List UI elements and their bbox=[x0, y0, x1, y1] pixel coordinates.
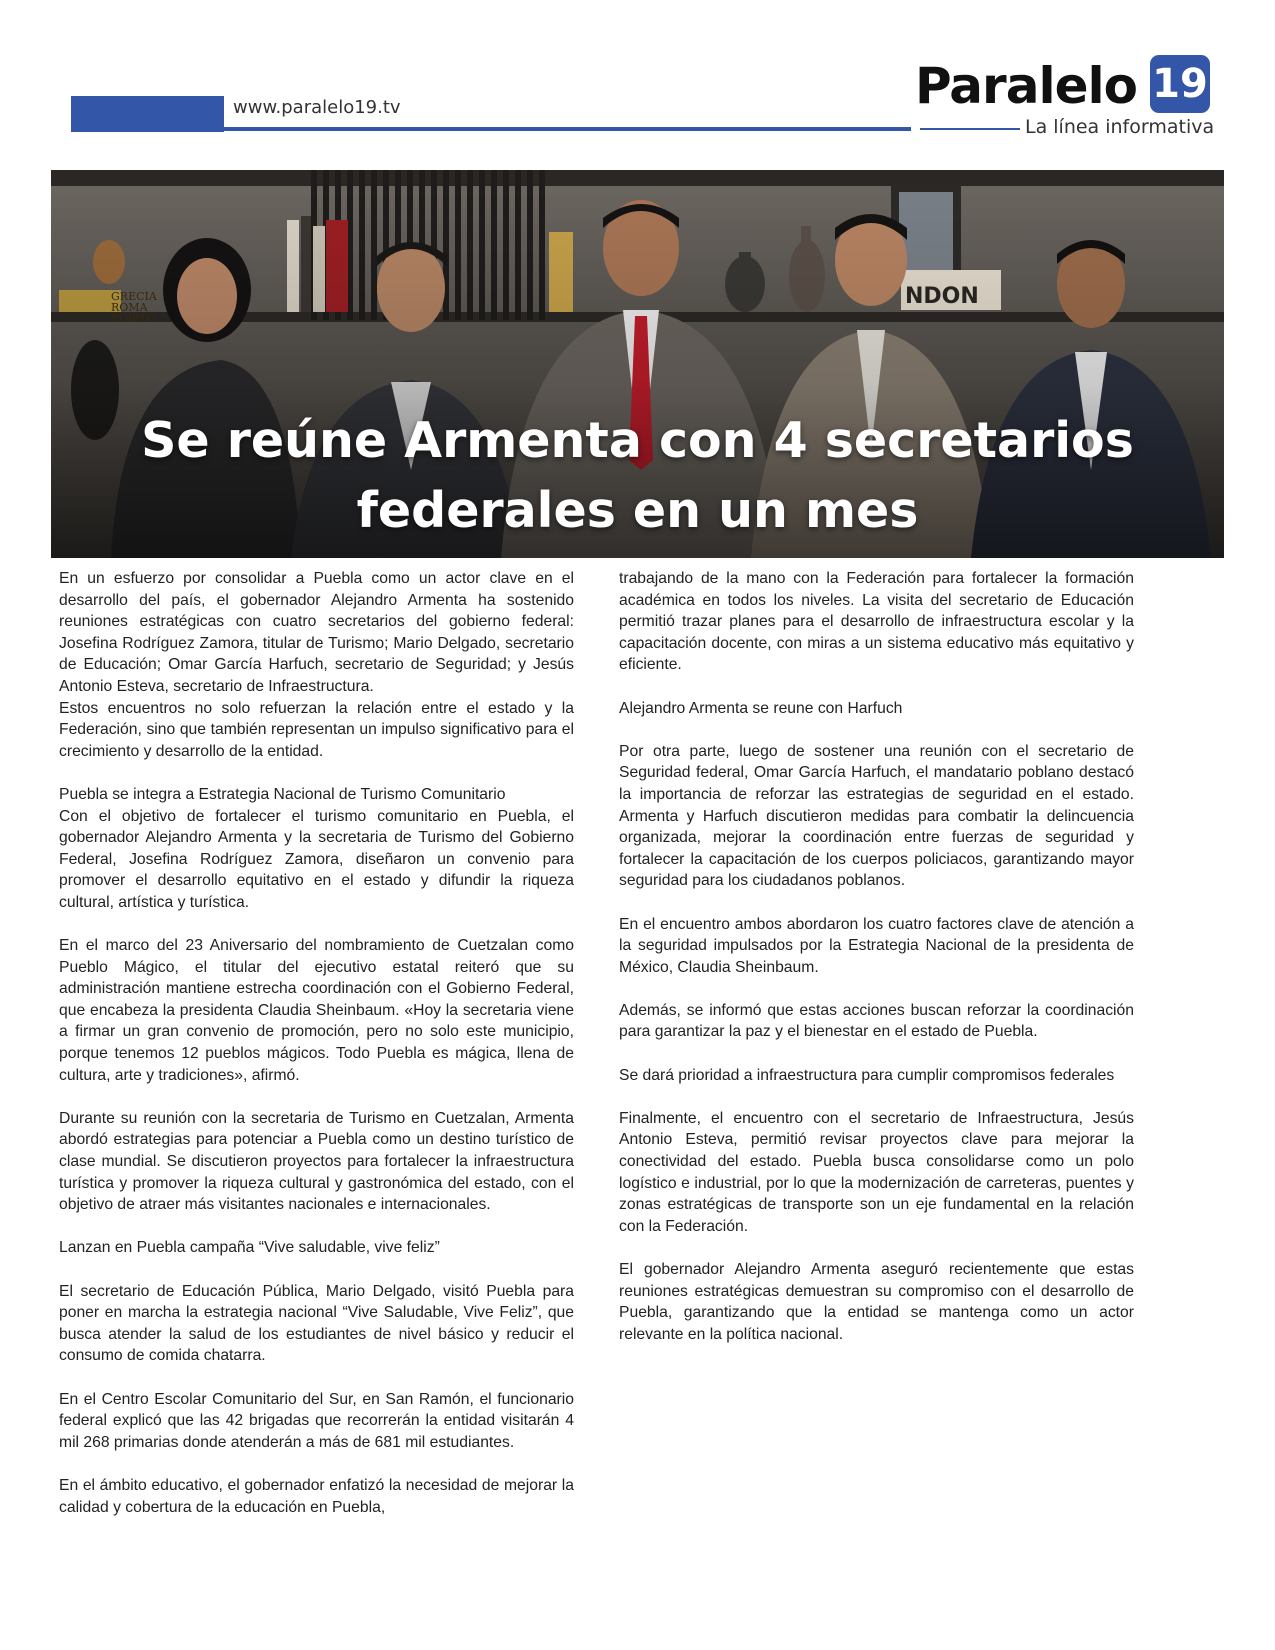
article-subheading: Alejandro Armenta se reune con Harfuch bbox=[619, 699, 903, 717]
headline-line-1: Se reúne Armenta con 4 secretarios bbox=[141, 412, 1134, 469]
article-paragraph: En el marco del 23 Aniversario del nombramiento de Cuetzalan como Pueblo Mágico, el titular del ejecutivo estatal reiteró que su administración mantiene estrecha coordinación con el Gobierno Federal, que encabeza la presidenta Claudia Sheinbaum. «Hoy la secretaria viene a firmar un gran convenio de promoción, pero no solo este municipio, porque tenemos 12 pueblos mágicos. Todo Puebla es mágica, llena de cultura, arte y tradiciones», afirmó. bbox=[59, 937, 574, 1084]
article-paragraph: En el encuentro ambos abordaron los cuatro factores clave de atención a la seguridad impulsados por la Estrategia Nacional de la presidenta de México, Claudia Sheinbaum. bbox=[619, 915, 1134, 976]
header-rule bbox=[71, 127, 911, 131]
logo-number-badge: 19 bbox=[1150, 55, 1210, 113]
article-paragraph: trabajando de la mano con la Federación para fortalecer la formación académica en todos los niveles. La visita del secretario de Educación permitió trazar planes para el desarrollo de infraestructura escolar y la capacitación docente, con miras a un sistema educativo más equitativo y eficiente. bbox=[619, 570, 1134, 674]
article-paragraph: Con el objetivo de fortalecer el turismo comunitario en Puebla, el gobernador Alejandro Armenta y la secretaria de Turismo del Gobierno Federal, Josefina Rodríguez Zamora, diseñaron un convenio para promover el desarrollo equitativo en el estado y difundir la riqueza cultural, artística y turística. bbox=[59, 807, 574, 911]
logo-tagline: La línea informativa bbox=[1025, 116, 1215, 138]
logo-tagline-rule bbox=[920, 128, 1020, 130]
article-paragraph: En un esfuerzo por consolidar a Puebla como un actor clave en el desarrollo del país, el gobernador Alejandro Armenta ha sostenido reuniones estratégicas con cuatro secretarios del gobierno federal: Josefina Rodríguez Zamora, titular de Turismo; Mario Delgado, secretario de Educación; Omar García Harfuch, secretario de Seguridad; y Jesús Antonio Esteva, secretario de Infraestructura. bbox=[59, 570, 574, 695]
article-paragraph: Durante su reunión con la secretaria de Turismo en Cuetzalan, Armenta abordó estrategias para potenciar a Puebla como un destino turístico de clase mundial. Se discutieron proyectos para fortalecer la infraestructura turística y promover la riqueza cultural y gastronómica del estado, con el objetivo de atraer más visitantes nacionales e internacionales. bbox=[59, 1109, 574, 1214]
article-paragraph: Por otra parte, luego de sostener una reunión con el secretario de Seguridad federal, Omar García Harfuch, el mandatario poblano destacó la importancia de reforzar las estrategias de seguridad en el estado. Armenta y Harfuch discutieron medidas para combatir la delincuencia organizada, mejorar la coordinación entre fuerzas de seguridad y fortalecer la capacitación de los cuerpos policiacos, garantizando mayor seguridad para los ciudadanos poblanos. bbox=[619, 742, 1134, 890]
article-column-right bbox=[619, 568, 1134, 1367]
article-subheading: Puebla se integra a Estrategia Nacional de Turismo Comunitario bbox=[59, 785, 506, 803]
logo-wordmark: Paralelo bbox=[915, 57, 1137, 115]
hero-photo bbox=[51, 170, 1224, 558]
article-subheading: Lanzan en Puebla campaña “Vive saludable, vive feliz” bbox=[59, 1239, 440, 1257]
article-paragraph: El gobernador Alejandro Armenta aseguró recientemente que estas reuniones estratégicas demuestran su compromiso con el desarrollo de Puebla, garantizando que la entidad se mantenga como un actor relevante en la política nacional. bbox=[619, 1261, 1134, 1343]
article-paragraph: En el ámbito educativo, el gobernador enfatizó la necesidad de mejorar la calidad y cobertura de la educación en Puebla, bbox=[59, 1476, 574, 1516]
site-url[interactable]: www.paralelo19.tv bbox=[233, 97, 401, 118]
article-subheading: Se dará prioridad a infraestructura para cumplir compromisos federales bbox=[619, 1066, 1115, 1084]
article-paragraph: En el Centro Escolar Comunitario del Sur, en San Ramón, el funcionario federal explicó que las 42 brigadas que recorrerán la entidad visitarán 4 mil 268 primarias donde atenderán a más de 681 mil estudiantes. bbox=[59, 1390, 574, 1451]
paralelo19-logo bbox=[915, 52, 1215, 144]
headline-line-2: federales en un mes bbox=[356, 482, 919, 539]
article-paragraph: Además, se informó que estas acciones buscan reforzar la coordinación para garantizar la paz y el bienestar en el estado de Puebla. bbox=[619, 1001, 1134, 1041]
article-paragraph: Estos encuentros no solo refuerzan la relación entre el estado y la Federación, sino que también representan un impulso significativo para el crecimiento y desarrollo de la entidad. bbox=[59, 699, 574, 760]
article-paragraph: El secretario de Educación Pública, Mario Delgado, visitó Puebla para poner en marcha la estrategia nacional “Vive Saludable, Vive Feliz”, que busca atender la salud de los estudiantes de nivel básico y reducir el consumo de comida chatarra. bbox=[59, 1282, 574, 1365]
article-paragraph: Finalmente, el encuentro con el secretario de Infraestructura, Jesús Antonio Esteva, permitió revisar proyectos clave para mejorar la conectividad del estado. Puebla busca consolidarse como un polo logístico e industrial, por lo que la modernización de carreteras, puentes y zonas estratégicas de transporte son un eje fundamental en la relación con la Federación. bbox=[619, 1109, 1134, 1235]
article-column-left bbox=[59, 568, 574, 1540]
article-headline bbox=[51, 406, 1224, 546]
